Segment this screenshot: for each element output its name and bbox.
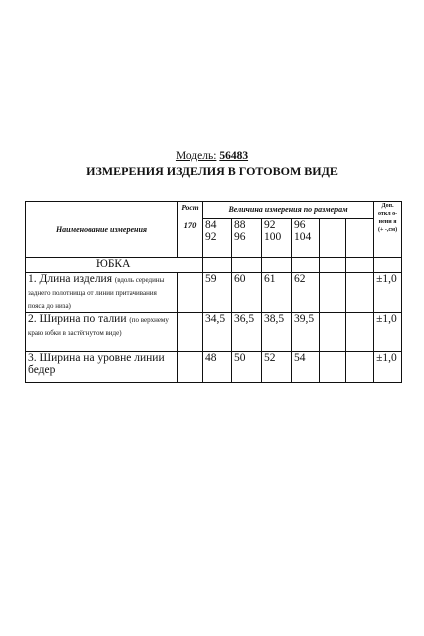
empty-cell — [320, 352, 346, 383]
header-value-label: Величина измерения по размерам — [203, 202, 374, 219]
section-row — [26, 258, 402, 273]
row-name — [26, 273, 178, 313]
row-name-main: 3. Ширина на уровне линии бедер — [28, 352, 165, 376]
header-row — [26, 202, 402, 219]
tolerance-cell: ±1,0 — [374, 273, 402, 313]
header-tolerance: Доп. откл о- нени я (+ -,см) — [374, 202, 402, 258]
empty-cell — [346, 313, 374, 352]
size-bottom: 100 — [264, 231, 282, 243]
size-cell-empty — [346, 219, 374, 258]
row-name — [26, 313, 178, 352]
tolerance-cell: ±1,0 — [374, 313, 402, 352]
section-label — [26, 258, 203, 273]
empty-cell — [203, 258, 232, 273]
value-cell: 39,5 — [292, 313, 320, 352]
empty-cell — [320, 313, 346, 352]
empty-cell — [346, 352, 374, 383]
value-cell: 38,5 — [262, 313, 292, 352]
empty-cell — [178, 273, 203, 313]
empty-cell — [320, 258, 346, 273]
model-line — [0, 150, 424, 162]
size-top: 92 — [264, 219, 276, 231]
empty-cell — [374, 258, 402, 273]
size-cell — [203, 219, 232, 258]
value-cell: 61 — [262, 273, 292, 313]
size-bottom: 96 — [234, 231, 246, 243]
section-text: ЮБКА — [96, 258, 131, 270]
value-cell: 48 — [203, 352, 232, 383]
value-cell: 50 — [232, 352, 262, 383]
size-top: 96 — [294, 219, 306, 231]
empty-cell — [346, 273, 374, 313]
model-number: 56483 — [219, 150, 249, 162]
document-title: ИЗМЕРЕНИЯ ИЗДЕЛИЯ В ГОТОВОМ ВИДЕ — [86, 164, 338, 178]
empty-cell — [232, 258, 262, 273]
size-top: 88 — [234, 219, 246, 231]
empty-cell — [320, 273, 346, 313]
value-cell: 60 — [232, 273, 262, 313]
table-row — [26, 313, 402, 352]
row-name — [26, 352, 178, 383]
row-name-note: (вдоль середины заднего полотнища от линии притачивания пояса до низа) — [28, 276, 165, 310]
size-cell — [232, 219, 262, 258]
size-cell-empty — [320, 219, 346, 258]
empty-cell — [178, 313, 203, 352]
row-name-main: 1. Длина изделия — [28, 273, 112, 285]
value-cell: 36,5 — [232, 313, 262, 352]
empty-cell — [346, 258, 374, 273]
measurement-table — [25, 201, 402, 383]
size-bottom: 92 — [205, 231, 217, 243]
rost-value: 170 — [183, 220, 197, 230]
size-cell — [292, 219, 320, 258]
tolerance-cell: ±1,0 — [374, 352, 402, 383]
table-row — [26, 352, 402, 383]
table-row — [26, 273, 402, 313]
empty-cell — [262, 258, 292, 273]
row-name-note: (по верхнему краю юбки в застёгнутом виде) — [28, 316, 169, 337]
value-cell: 52 — [262, 352, 292, 383]
value-cell: 34,5 — [203, 313, 232, 352]
size-bottom: 104 — [294, 231, 312, 243]
model-label: Модель: — [175, 150, 217, 162]
header-rost — [178, 202, 203, 258]
value-cell: 62 — [292, 273, 320, 313]
empty-cell — [292, 258, 320, 273]
size-cell — [262, 219, 292, 258]
rost-label: Рост — [181, 203, 199, 212]
row-name-main: 2. Ширина по талии — [28, 313, 127, 325]
value-cell: 59 — [203, 273, 232, 313]
header-name: Наименование измерения — [26, 202, 178, 258]
empty-cell — [178, 352, 203, 383]
value-cell: 54 — [292, 352, 320, 383]
size-top: 84 — [205, 219, 217, 231]
